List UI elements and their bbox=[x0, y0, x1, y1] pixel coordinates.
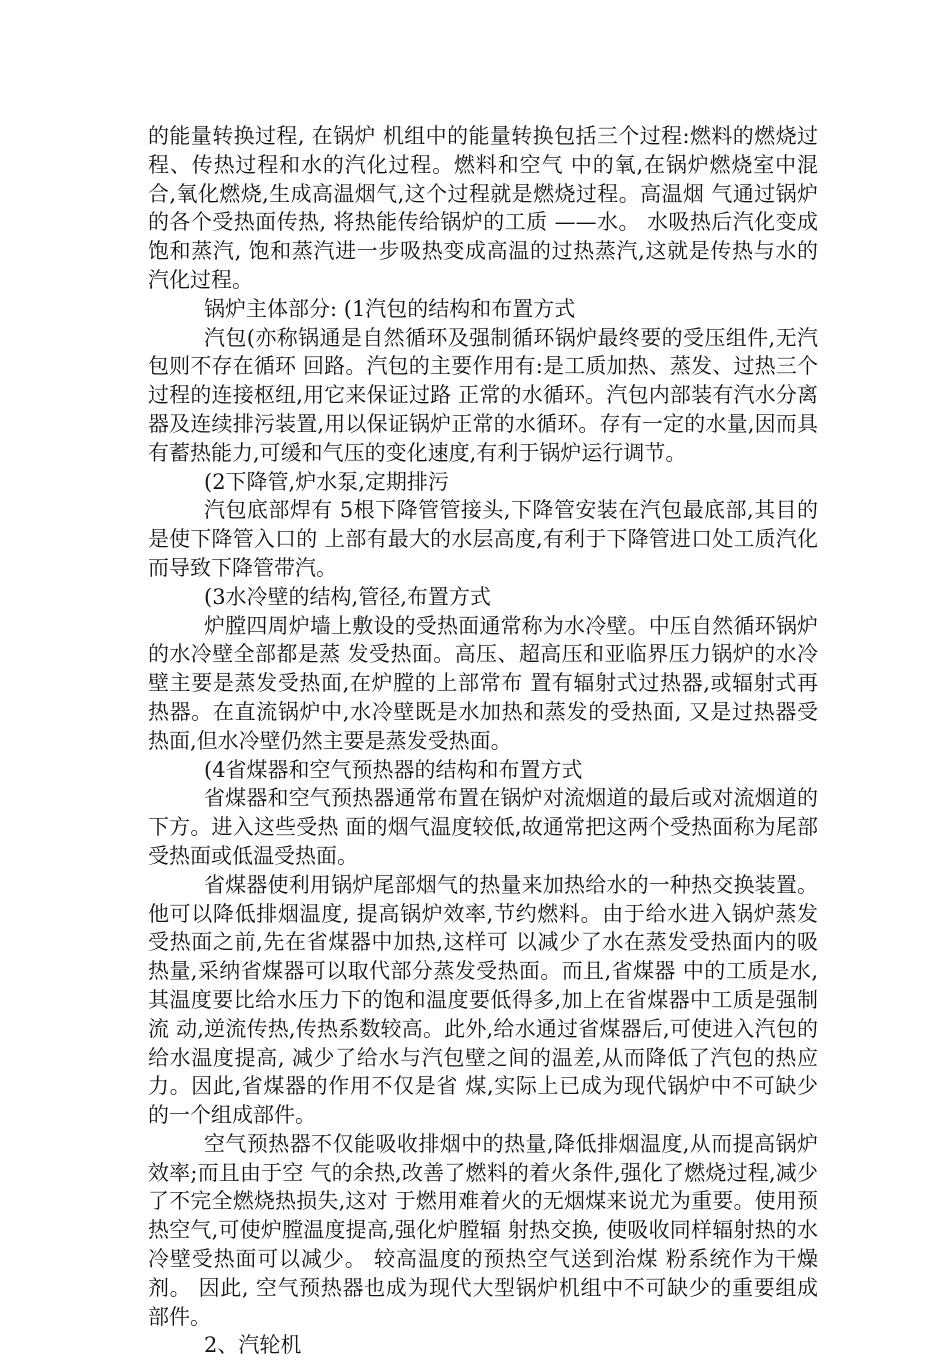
heading-turbine: 2、汽轮机 bbox=[204, 1333, 302, 1358]
paragraph-economizer: 省煤器使利用锅炉尾部烟气的热量来加热给水的一种热交换装置。 他可以降低排烟温度, 提高锅炉效率,节约燃料。由于给水进入锅炉蒸发受热面之前,先在省煤器中加热,这样可 以减少了水在蒸发受热面内的吸热量,采纳省煤器可以取代部分蒸发受热面。而且,省煤器 中的工质是水,其温度要比给水压力下的饱和温度要低得多,加上在省煤器中工质是强制流 动,逆流传热,传热系数较高。此外,给水通过省煤器后,可使进入汽包的给水温度提高, 减少了给水与汽包壁之间的温差,从而降低了汽包的热应力。因此,省煤器的作用不仅是省 煤,实际上已成为现代锅炉中不可缺少的一个组成部件。 bbox=[148, 872, 818, 1128]
heading-downcomer: (2下降管,炉水泵,定期排污 bbox=[204, 469, 449, 494]
paragraph-energy-conversion: 的能量转换过程, 在锅炉 机组中的能量转换包括三个过程:燃料的燃烧过程、传热过程和水的汽化过程。燃料和空气 中的氧,在锅炉燃烧室中混合,氧化燃烧,生成高温烟气,这个过程就是燃烧过程。高温烟 气通过锅炉的各个受热面传热, 将热能传给锅炉的工质 ——水。 水吸热后汽化变成饱和蒸汽, 饱和蒸汽进一步吸热变成高温的过热蒸汽,这就是传热与水的汽化过程。 bbox=[148, 124, 818, 292]
paragraph-tail-heating-surface: 省煤器和空气预热器通常布置在锅炉对流烟道的最后或对流烟道的下方。进入这些受热 面的烟气温度较低,故通常把这两个受热面称为尾部受热面或低温受热面。 bbox=[148, 786, 818, 868]
paragraph-air-preheater: 空气预热器不仅能吸收排烟中的热量,降低排烟温度,从而提高锅炉效率;而且由于空 气的余热,改善了燃料的着火条件,强化了燃烧过程,减少了不完全燃烧热损失,这对 于燃用难着火的无烟煤来说尤为重要。使用预热空气,可使炉膛温度提高,强化炉膛辐 射热交换, 使吸收同样辐射热的水冷壁受热面可以减少。 较高温度的预热空气送到治煤 粉系统作为干燥剂。 因此, 空气预热器也成为现代大型锅炉机组中不可缺少的重要组成 部件。 bbox=[148, 1131, 818, 1329]
paragraph-drum: 汽包(亦称锅通是自然循环及强制循环锅炉最终要的受压组件,无汽包则不存在循环 回路。汽包的主要作用有:是工质加热、蒸发、过热三个过程的连接枢纽,用它来保证过路 正常的水循环。汽包内部装有汽水分离器及连续排污装置,用以保证锅炉正常的水循环。存有一定的水量,因而具有蓄热能力,可缓和气压的变化速度,有利于锅炉运行调节。 bbox=[148, 325, 818, 465]
paragraph-water-wall: 炉膛四周炉墙上敷设的受热面通常称为水冷壁。中压自然循环锅炉的水冷壁全部都是蒸 发受热面。高压、超高压和亚临界压力锅炉的水冷壁主要是蒸发受热面,在炉膛的上部常布 置有辐射式过热器,或辐射式再热器。在直流锅炉中,水冷壁既是水加热和蒸发的受热面, 又是过热器受热面,但水冷壁仍然主要是蒸发受热面。 bbox=[148, 613, 818, 753]
heading-drum-structure: 锅炉主体部分: (1汽包的结构和布置方式 bbox=[204, 296, 576, 321]
document-body bbox=[148, 122, 818, 1360]
heading-water-wall: (3水冷壁的结构,管径,布置方式 bbox=[204, 584, 491, 609]
heading-economizer-air-preheater: (4省煤器和空气预热器的结构和布置方式 bbox=[204, 757, 583, 782]
paragraph-downcomer: 汽包底部焊有 5根下降管管接头,下降管安装在汽包最底部,其目的是使下降管入口的 上部有最大的水层高度,有利于下降管进口处工质汽化而导致下降管带汽。 bbox=[148, 498, 818, 580]
